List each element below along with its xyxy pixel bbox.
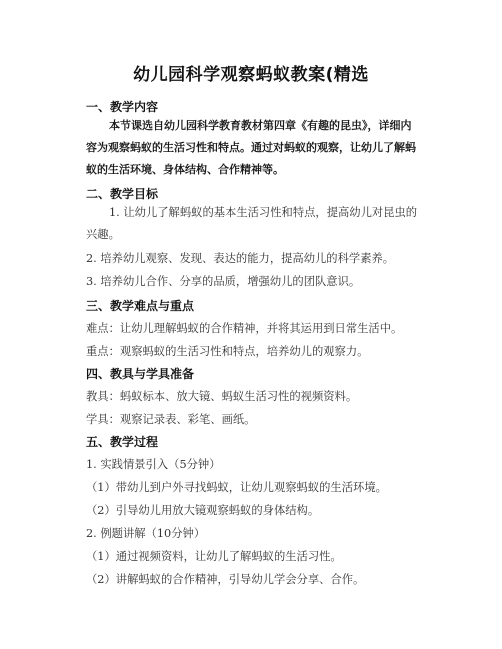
objective-item-3: 3. 培养幼儿合作、分享的品质，增强幼儿的团队意识。 [86,275,361,288]
objective-item-1: 1. 让幼儿了解蚂蚁的基本生活习性和特点，提高幼儿对昆虫的兴趣。 [86,206,418,241]
process-step-2-item-1: （1）通过视频资料，让幼儿了解蚂蚁的生活习性。 [86,550,342,563]
section-heading-materials: 四、教具与学具准备 [86,367,195,381]
section-heading-difficulty-focus: 三、教学难点与重点 [86,299,195,313]
section-heading-process: 五、教学过程 [86,435,159,449]
teacher-materials: 教具：蚂蚁标本、放大镜、蚂蚁生活习性的视频资料。 [86,390,358,403]
focus-text: 重点：观察蚂蚁的生活习性和特点，培养幼儿的观察力。 [86,345,369,358]
student-materials: 学具：观察记录表、彩笔、画纸。 [86,413,256,426]
process-step-1-item-2: （2）引导幼儿用放大镜观察蚂蚁的身体结构。 [86,504,320,517]
page-title: 幼儿园科学观察蚂蚁教案(精选 [133,65,369,85]
section-content-paragraph: 本节课选自幼儿园科学教育教材第四章《有趣的昆虫》，详细内容为观察蚂蚁的生活习性和特点。通过对蚂蚁的观察，让幼儿了解蚂蚁的生活环境、身体结构、合作精神等。 [86,119,416,176]
section-heading-objectives: 二、教学目标 [86,187,159,201]
difficulty-text: 难点：让幼儿理解蚂蚁的合作精神，并将其运用到日常生活中。 [86,322,403,335]
process-step-1-item-1: （1）带幼儿到户外寻找蚂蚁，让幼儿观察蚂蚁的生活环境。 [86,481,387,494]
process-step-2-item-2: （2）讲解蚂蚁的合作精神，引导幼儿学会分享、合作。 [86,573,365,586]
process-step-2: 2. 例题讲解（10分钟） [86,527,206,540]
process-step-1: 1. 实践情景引入（5分钟） [86,458,221,471]
objective-item-2: 2. 培养幼儿观察、发现、表达的能力，提高幼儿的科学素养。 [86,252,395,265]
section-heading-content: 一、教学内容 [86,100,159,114]
